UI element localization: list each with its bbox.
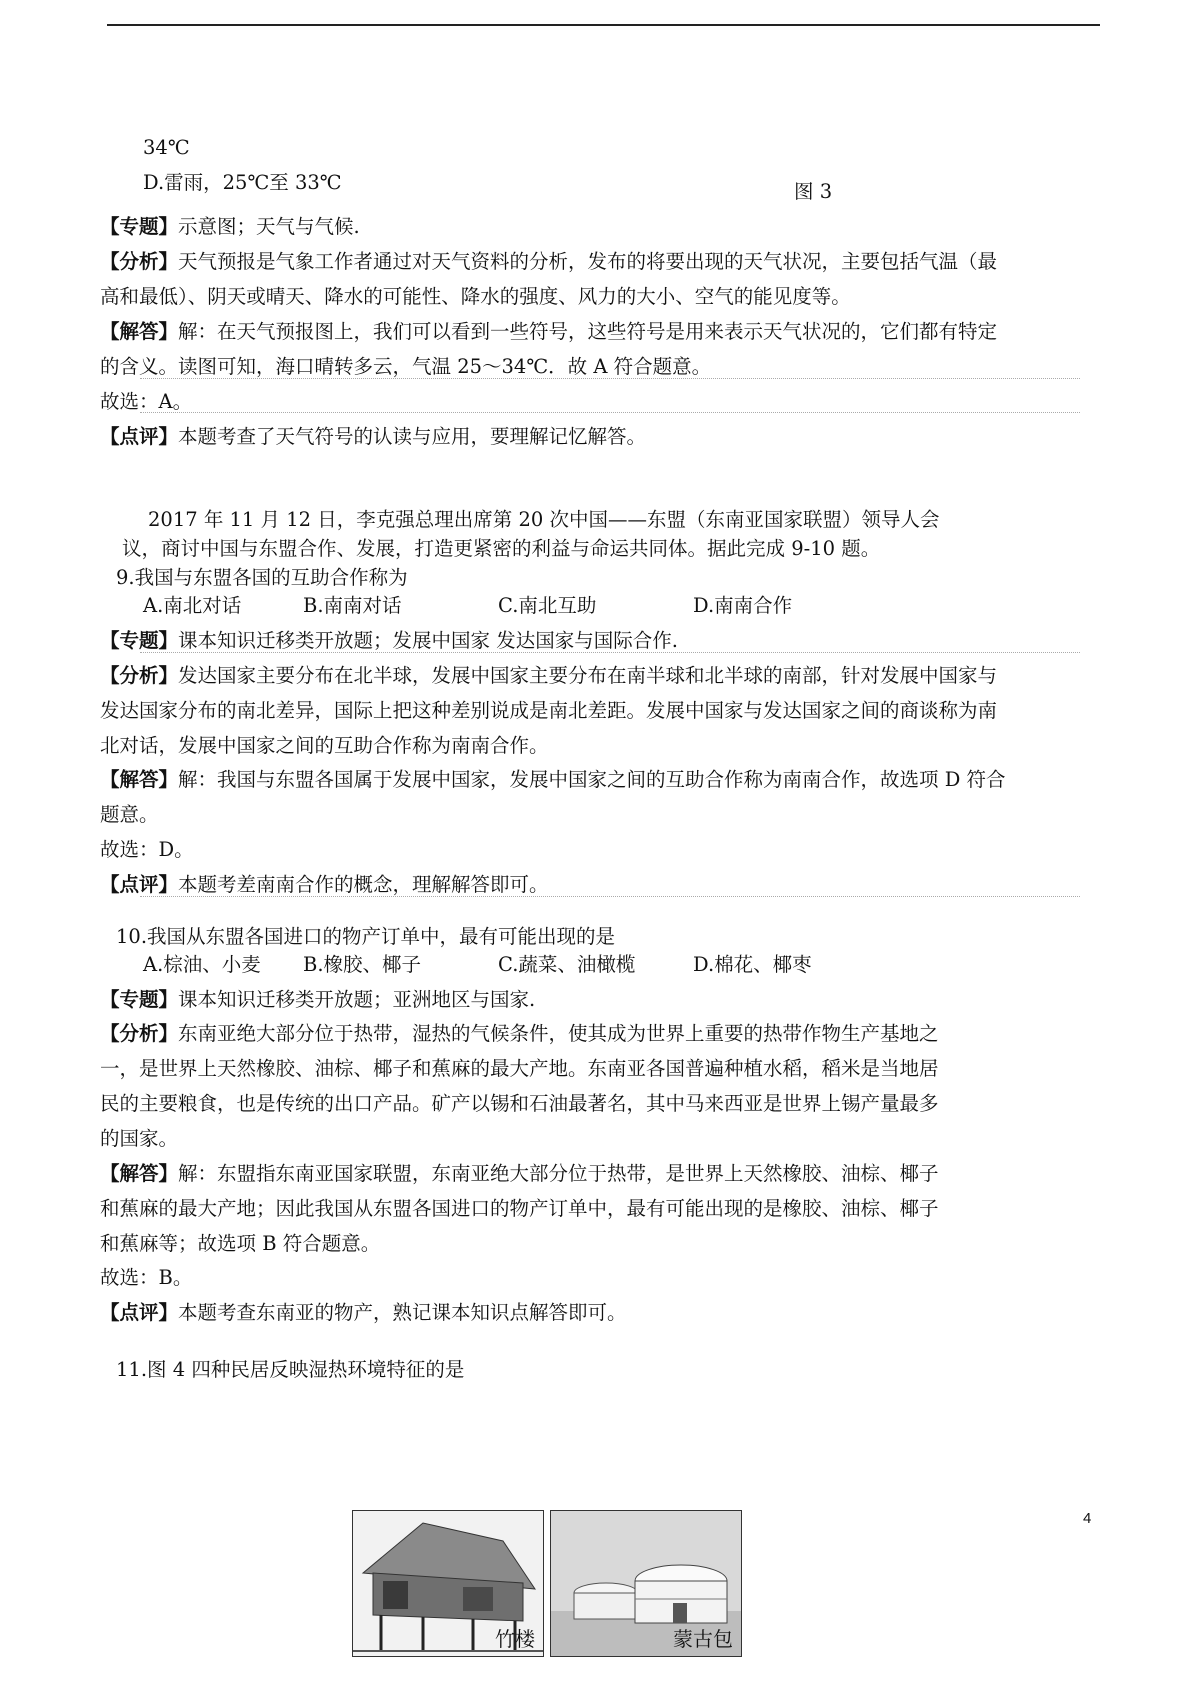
comment-text: 本题考差南南合作的概念，理解解答即可。 xyxy=(178,873,549,896)
q9-option-c: C.南北互助 xyxy=(498,594,597,617)
q10-option-b: B.橡胶、椰子 xyxy=(303,953,422,976)
q9-option-b: B.南南对话 xyxy=(303,594,402,617)
topic-text: 示意图；天气与气候. xyxy=(178,215,360,238)
q10-analysis xyxy=(100,1022,939,1046)
q9-comment xyxy=(100,873,549,897)
topic-text: 课本知识迁移类开放题；亚洲地区与国家. xyxy=(178,988,536,1011)
prev-topic xyxy=(100,215,360,239)
comment-text: 本题考查了天气符号的认读与应用，要理解记忆解答。 xyxy=(178,425,647,448)
prev-analysis-2: 高和最低）、阴天或晴天、降水的可能性、降水的强度、风力的大小、空气的能见度等。 xyxy=(100,285,851,308)
answer-tag: 【解答】 xyxy=(100,1162,179,1185)
q10-question: 10.我国从东盟各国进口的物产订单中，最有可能出现的是 xyxy=(116,925,616,948)
analysis-text: 东南亚绝大部分位于热带，湿热的气候条件，使其成为世界上重要的热带作物生产基地之 xyxy=(178,1022,939,1045)
q10-analysis-3: 民的主要粮食，也是传统的出口产品。矿产以锡和石油最著名，其中马来西亚是世界上锡产量最多 xyxy=(100,1092,939,1115)
divider xyxy=(140,652,1080,653)
comment-tag: 【点评】 xyxy=(100,425,179,448)
divider xyxy=(140,378,1080,379)
answer-text: 解：在天气预报图上，我们可以看到一些符号，这些符号是用来表示天气状况的，它们都有特定 xyxy=(178,320,998,343)
analysis-tag: 【分析】 xyxy=(100,1022,179,1045)
yurt-photo xyxy=(550,1510,742,1657)
q11-question: 11.图 4 四种民居反映湿热环境特征的是 xyxy=(116,1358,465,1381)
intro-line-1: 2017 年 11 月 12 日，李克强总理出席第 20 次中国——东盟（东南亚国家联盟）领导人会 xyxy=(148,508,940,531)
q10-analysis-4: 的国家。 xyxy=(100,1127,179,1150)
header-rule xyxy=(107,24,1100,26)
yurt-caption: 蒙古包 xyxy=(673,1627,733,1651)
topic-text: 课本知识迁移类开放题；发展中国家 发达国家与国际合作. xyxy=(178,629,678,652)
topic-tag: 【专题】 xyxy=(100,988,179,1011)
topic-tag: 【专题】 xyxy=(100,215,179,238)
q10-analysis-2: 一，是世界上天然橡胶、油棕、椰子和蕉麻的最大产地。东南亚各国普遍种植水稻，稻米是当地居 xyxy=(100,1057,939,1080)
answer-tag: 【解答】 xyxy=(100,320,179,343)
q9-analysis-3: 北对话，发展中国家之间的互助合作称为南南合作。 xyxy=(100,734,549,757)
q10-option-d: D.棉花、椰枣 xyxy=(693,953,812,976)
q9-choice: 故选：D。 xyxy=(100,838,194,861)
divider xyxy=(140,896,1080,897)
q9-analysis xyxy=(100,664,997,688)
bamboo-house-photo xyxy=(352,1510,544,1657)
option-d: D.雷雨，25℃至 33℃ xyxy=(143,171,342,194)
analysis-text: 天气预报是气象工作者通过对天气资料的分析，发布的将要出现的天气状况，主要包括气温（最 xyxy=(178,250,998,273)
analysis-tag: 【分析】 xyxy=(100,664,179,687)
answer-text: 解：我国与东盟各国属于发展中国家，发展中国家之间的互助合作称为南南合作，故选项 D 符合 xyxy=(178,768,1006,791)
answer-text: 解：东盟指东南亚国家联盟，东南亚绝大部分位于热带，是世界上天然橡胶、油棕、椰子 xyxy=(178,1162,939,1185)
analysis-text: 发达国家主要分布在北半球，发展中国家主要分布在南半球和北半球的南部，针对发展中国家与 xyxy=(178,664,998,687)
prev-answer xyxy=(100,320,997,344)
comment-tag: 【点评】 xyxy=(100,873,179,896)
q10-choice: 故选：B。 xyxy=(100,1266,193,1289)
analysis-tag: 【分析】 xyxy=(100,250,179,273)
q10-option-c: C.蔬菜、油橄榄 xyxy=(498,953,636,976)
q9-option-d: D.南南合作 xyxy=(693,594,793,617)
comment-tag: 【点评】 xyxy=(100,1301,179,1324)
q10-answer-2: 和蕉麻的最大产地；因此我国从东盟各国进口的物产订单中，最有可能出现的是橡胶、油棕、椰子 xyxy=(100,1197,939,1220)
answer-tag: 【解答】 xyxy=(100,768,179,791)
topic-tag: 【专题】 xyxy=(100,629,179,652)
intro-line-2: 议，商讨中国与东盟合作、发展，打造更紧密的利益与命运共同体。据此完成 9-10 题。 xyxy=(122,537,881,560)
q9-question: 9.我国与东盟各国的互助合作称为 xyxy=(116,566,408,589)
divider xyxy=(140,412,1080,413)
q9-answer-2: 题意。 xyxy=(100,803,159,826)
prev-choice: 故选：A。 xyxy=(100,390,193,413)
prev-answer-2: 的含义。读图可知，海口晴转多云，气温 25～34℃．故 A 符合题意。 xyxy=(100,355,712,378)
temp-tail: 34℃ xyxy=(143,136,190,159)
q9-option-a: A.南北对话 xyxy=(143,594,242,617)
q9-analysis-2: 发达国家分布的南北差异，国际上把这种差别说成是南北差距。发展中国家与发达国家之间的商谈称为南 xyxy=(100,699,998,722)
q10-option-a: A.棕油、小麦 xyxy=(143,953,261,976)
q9-topic xyxy=(100,629,678,653)
q10-answer xyxy=(100,1162,939,1186)
q10-topic xyxy=(100,988,535,1012)
page-number: 4 xyxy=(1083,1510,1092,1527)
figure-label: 图 3 xyxy=(794,180,833,203)
comment-text: 本题考查东南亚的物产，熟记课本知识点解答即可。 xyxy=(178,1301,627,1324)
q10-answer-3: 和蕉麻等；故选项 B 符合题意。 xyxy=(100,1232,381,1255)
q10-comment xyxy=(100,1301,627,1325)
prev-analysis xyxy=(100,250,997,274)
bamboo-house-caption: 竹楼 xyxy=(495,1627,535,1651)
q9-answer xyxy=(100,768,1006,792)
prev-comment xyxy=(100,425,646,449)
